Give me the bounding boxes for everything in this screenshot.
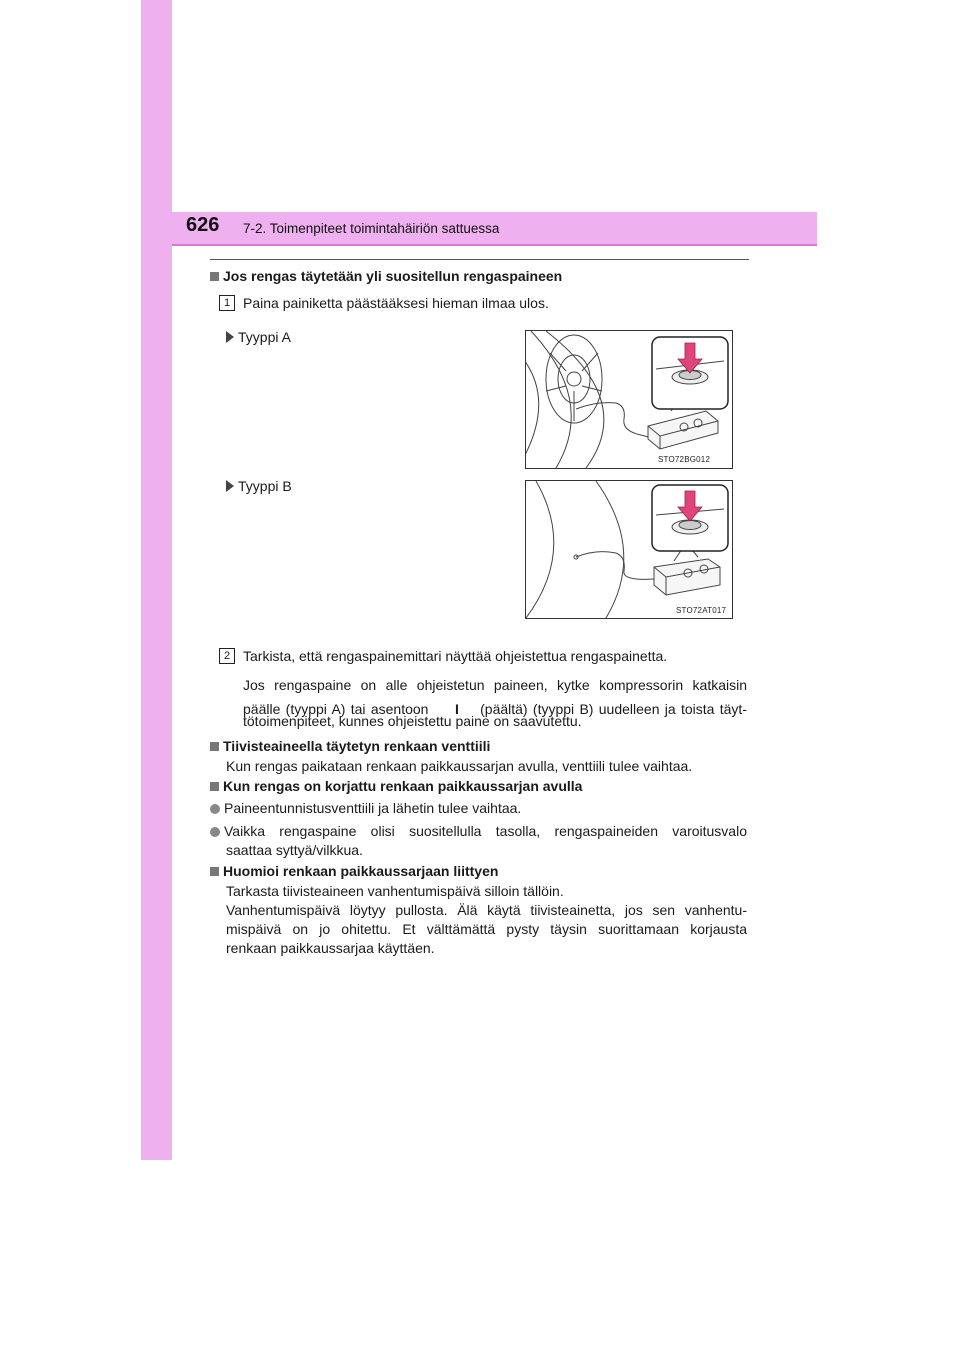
triangle-bullet-icon	[226, 331, 234, 343]
switch-on-symbol: I	[455, 701, 459, 717]
heading-text: Kun rengas on korjattu renkaan paikkaussarjan avulla	[223, 778, 583, 794]
section-heading-valve	[210, 737, 490, 756]
page-number: 626	[186, 214, 220, 236]
bullet-item-2-cont: saattaa syttyä/vilkkua.	[226, 842, 363, 858]
step-2-text: Tarkista, että rengaspainemittari näyttää ohjeistettua rengaspainetta.	[243, 648, 668, 664]
type-b-text: Tyyppi B	[238, 478, 292, 494]
type-b-label	[226, 477, 292, 496]
kit-note-paragraph: Vanhentumispäivä löytyy pullosta. Älä käytä tiivisteainetta, jos sen vanhentu- mispäivä on jo ohitettu. Et välttämättä pysty täysin suorittamaan korjausta	[226, 902, 747, 937]
section-heading-overinflated	[210, 267, 562, 286]
tire-compressor-type-a-illustration	[526, 331, 732, 468]
step-1-text: Paina painiketta päästääksesi hieman ilmaa ulos.	[243, 295, 549, 311]
figure-code-a: STO72BG012	[658, 455, 711, 464]
illustration-type-a	[525, 330, 733, 469]
type-a-text: Tyyppi A	[238, 329, 291, 345]
section-heading-repaired	[210, 777, 582, 796]
figure-code-b: STO72AT017	[676, 606, 727, 615]
note-line-1: Jos rengaspaine on alle ohjeistetun paineen, kytke kompressorin katkaisin	[243, 677, 747, 693]
round-bullet-icon	[210, 804, 220, 814]
header-rule	[172, 244, 817, 246]
kit-note-line-4: renkaan paikkaussarjaa käyttäen.	[226, 940, 435, 956]
bullet-item-1: Paineentunnistusventtiili ja lähetin tulee vaihtaa.	[210, 799, 521, 818]
illustration-type-b	[525, 480, 733, 619]
square-bullet-icon	[210, 742, 219, 751]
square-bullet-icon	[210, 272, 219, 281]
step-2-badge: 2	[219, 648, 235, 664]
section-divider	[210, 259, 749, 260]
step-1-badge: 1	[219, 295, 235, 311]
square-bullet-icon	[210, 782, 219, 791]
side-color-band	[141, 0, 172, 1160]
note-line-3: tötoimenpiteet, kunnes ohjeistettu paine on saavutettu.	[243, 713, 582, 729]
chapter-title: 7-2. Toimenpiteet toimintahäiriön sattuessa	[243, 221, 500, 236]
section-heading-kit-note	[210, 862, 498, 881]
type-a-label	[226, 328, 291, 347]
triangle-bullet-icon	[226, 480, 234, 492]
bullet-item-2: Vaikka rengaspaine olisi suositellulla tasolla, rengaspaineiden varoitusvalo	[210, 822, 747, 841]
heading-text: Tiivisteaineella täytetyn renkaan venttiili	[223, 738, 491, 754]
heading-text: Huomioi renkaan paikkaussarjaan liittyen	[223, 863, 499, 879]
tire-compressor-type-b-illustration	[526, 481, 732, 618]
kit-note-line-1: Tarkasta tiivisteaineen vanhentumispäivä silloin tällöin.	[226, 883, 564, 899]
note-line-2: päälle (tyyppi A) tai asentoon I (päältä) (tyyppi B) uudelleen ja toista täyt-	[243, 701, 747, 717]
round-bullet-icon	[210, 827, 220, 837]
section-2-text: Kun rengas paikataan renkaan paikkaussarjan avulla, venttiili tulee vaihtaa.	[226, 758, 693, 774]
heading-text: Jos rengas täytetään yli suositellun rengaspaineen	[223, 268, 563, 284]
square-bullet-icon	[210, 867, 219, 876]
